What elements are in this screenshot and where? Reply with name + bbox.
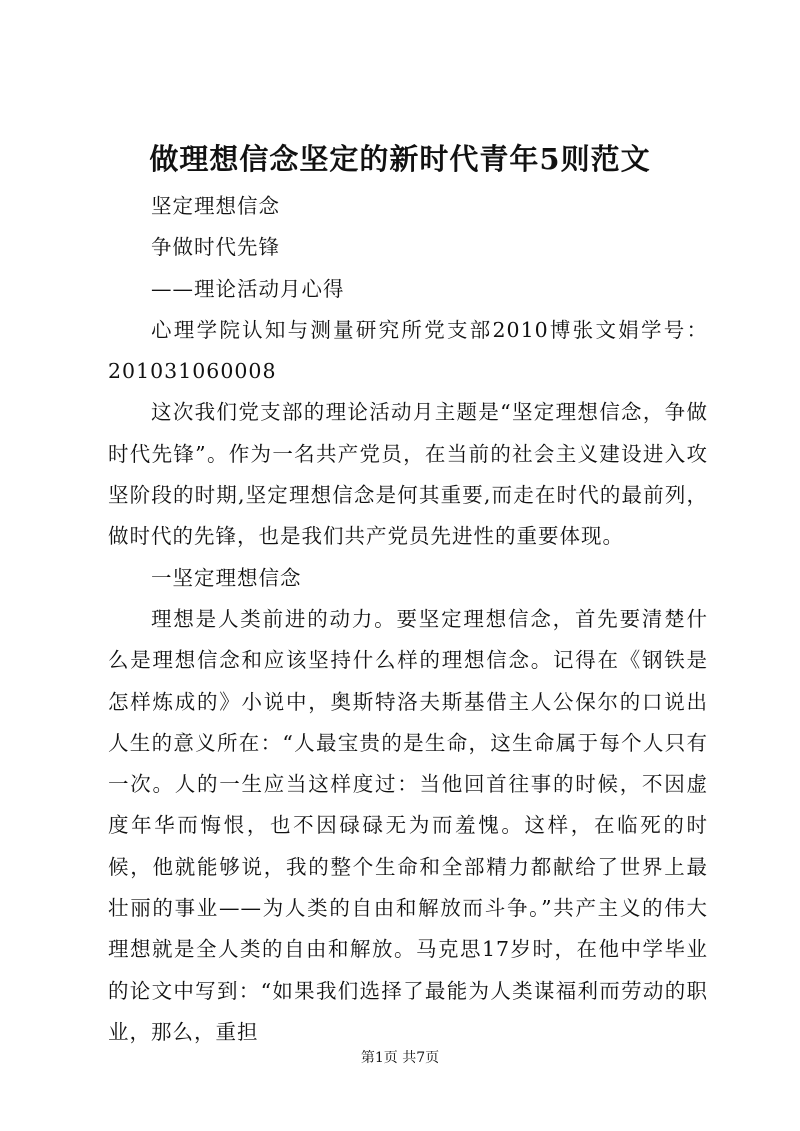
paragraph-main: 理想是人类前进的动力。要坚定理想信念，首先要清楚什么是理想信念和应该坚持什么样的理想信念。记得在《钢铁是怎样炼成的》小说中，奥斯特洛夫斯基借主人公保尔的口说出人生的意义所在：“人最宝贵的是生命，这生命属于每个人只有一次。人的一生应当这样度过：当他回首往事的时候，不因虚度年华而悔恨，也不因碌碌无为而羞愧。这样，在临死的时候，他就能够说，我的整个生命和全部精力都献给了世界上最壮丽的事业——为人类的自由和解放而斗争。”共产主义的伟大理想就是全人类的自由和解放。马克思17岁时，在他中学毕业的论文中写到：“如果我们选择了最能为人类谋福利而劳动的职业，那么，重担 — [108, 606, 708, 1044]
author-line: 心理学院认知与测量研究所党支部2010博张文娟学号：201031060008 — [108, 317, 708, 384]
subheading-1: 坚定理想信念 — [151, 194, 281, 218]
section-heading: 一坚定理想信念 — [151, 565, 302, 590]
page-indicator: 第1页 共7页 — [360, 1050, 440, 1066]
subheading-3: ——理论活动月心得 — [151, 276, 345, 301]
paragraph-intro: 这次我们党支部的理论活动月主题是“坚定理想信念，争做时代先锋”。作为一名共产党员，在当前的社会主义建设进入攻坚阶段的时期,坚定理想信念是何其重要,而走在时代的最前列，做时代的先锋，也是我们共产党员先进性的重要体现。 — [108, 400, 708, 549]
document-title: 做理想信念坚定的新时代青年5则范文 — [149, 142, 651, 176]
document-body — [108, 186, 708, 1053]
subheading-2: 争做时代先锋 — [151, 235, 281, 260]
